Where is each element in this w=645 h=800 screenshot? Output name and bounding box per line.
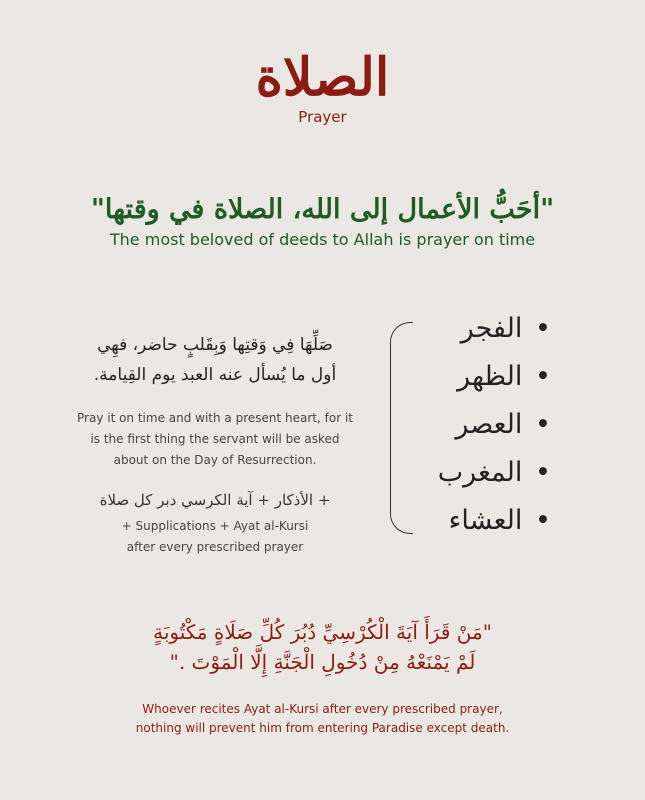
title-english: Prayer [298,108,347,126]
guidance-arabic [50,330,380,390]
hadith-top-arabic: "أحَبُّ الأعمال إلى الله، الصلاة في وقتها" [90,194,555,225]
prayer-list [355,305,555,545]
prayer-name: العصر [455,409,523,440]
bullet-icon: • [535,409,551,440]
hadith-top-english: The most beloved of deeds to Allah is prayer on time [109,230,536,249]
hadith-bottom-arabic-line-2: لَمْ يَمْنَعْهُ مِنْ دُخُولِ الْجَنَّةِ إِلَّا الْمَوْتَ ." [169,650,476,674]
bullet-icon: • [535,361,551,392]
extra-english-line-1: + Supplications + Ayat al-Kursi [121,519,309,533]
bullet-icon: • [535,505,551,536]
prayer-item-dhuhr [355,353,555,401]
prayer-name: المغرب [437,457,523,488]
guidance-arabic-line-1: صَلِّهَا فِي وَقتِها وَبِقَلبٍ حاضر، فهِي [97,335,333,355]
prayer-item-asr [355,401,555,449]
extra-english [50,516,380,558]
hadith-bottom-english-line-1: Whoever recites Ayat al-Kursi after every prescribed prayer, [142,702,503,716]
hadith-bottom-arabic [40,617,605,677]
prayer-item-fajr [355,305,555,353]
guidance-english-line-1: Pray it on time and with a present heart, for it [77,411,353,425]
guidance-arabic-line-2: أول ما يُسأل عنه العبد يوم القِيامة. [93,365,337,385]
hadith-bottom-arabic-line-1: "مَنْ قَرَأَ آيَةَ الْكُرْسِيِّ دُبُرَ كُلِّ صَلَاةٍ مَكْتُوبَةٍ [153,620,492,644]
guidance-english-line-3: about on the Day of Resurrection. [113,453,317,467]
prayer-item-isha [355,497,555,545]
prayer-item-maghrib [355,449,555,497]
bullet-icon: • [535,457,551,488]
bullet-icon: • [535,313,551,344]
hadith-bottom-english-line-2: nothing will prevent him from entering Paradise except death. [135,721,510,735]
extra-arabic: + الأذكار + آية الكرسي دبر كل صلاة [99,491,331,509]
prayer-name: العشاء [448,505,523,536]
guidance-english [50,408,380,471]
hadith-bottom-english [40,700,605,738]
prayer-name: الفجر [460,313,523,344]
extra-english-line-2: after every prescribed prayer [126,540,304,554]
title-arabic: الصلاة [255,47,390,108]
prayer-name: الظهر [457,361,523,392]
guidance-english-line-2: is the first thing the servant will be asked [90,432,340,446]
